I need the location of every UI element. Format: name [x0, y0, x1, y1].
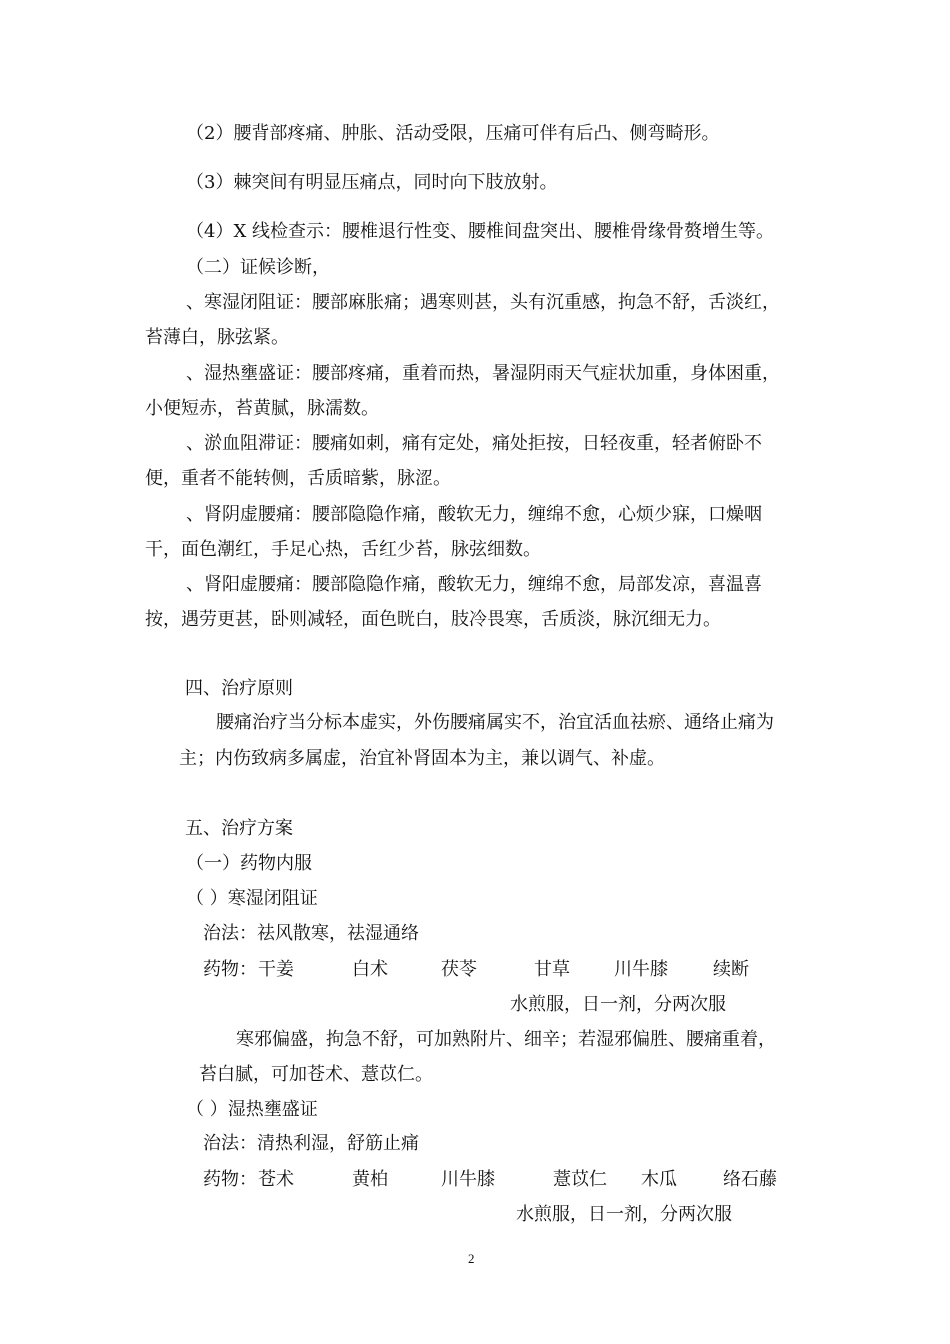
damp-heat-drugs-label: 药物：: [203, 1169, 257, 1190]
cold-damp-title: （ ）寒湿闭阻证: [186, 888, 318, 909]
cold-damp-drug: 川牛膝: [614, 959, 668, 980]
cold-damp-drug: 续断: [713, 959, 749, 980]
damp-heat-drug: 黄柏: [352, 1169, 388, 1190]
syndrome-kidney-yang-line2: 按，遇劳更甚，卧则减轻，面色晄白，肢冷畏寒，舌质淡，脉沉细无力。: [145, 609, 721, 630]
cold-damp-note-line2: 苔白腻，可加苍术、薏苡仁。: [199, 1064, 433, 1085]
syndrome-cold-damp-line1: 、寒湿闭阻证：腰部麻胀痛；遇寒则甚，头有沉重感，拘急不舒，舌淡红，: [186, 292, 780, 313]
diagnosis-item-2: （2）腰背部疼痛、肿胀、活动受限，压痛可伴有后凸、侧弯畸形。: [186, 123, 720, 144]
cold-damp-drug: 甘草: [534, 959, 570, 980]
syndrome-damp-heat-line2: 小便短赤，苔黄腻，脉濡数。: [145, 398, 379, 419]
section4-line1: 腰痛治疗当分标本虚实，外伤腰痛属实不，治宜活血祛瘀、通络止痛为: [216, 712, 774, 733]
cold-damp-drug: 茯苓: [441, 959, 477, 980]
page-number: 2: [468, 1251, 475, 1266]
diagnosis-item-3: （3）棘突间有明显压痛点，同时向下肢放射。: [186, 172, 558, 193]
syndrome-damp-heat-line1: 、湿热壅盛证：腰部疼痛，重着而热，暑湿阴雨天气症状加重，身体困重，: [186, 363, 780, 384]
syndrome-cold-damp-line2: 苔薄白，脉弦紧。: [145, 327, 289, 348]
section5-heading: 五、治疗方案: [185, 818, 293, 839]
damp-heat-drug: 络石藤: [723, 1169, 777, 1190]
syndrome-kidney-yin-line2: 干，面色潮红，手足心热，舌红少苔，脉弦细数。: [145, 539, 541, 560]
section5-sub1: （一）药物内服: [186, 853, 312, 874]
damp-heat-usage: 水煎服，日一剂，分两次服: [516, 1204, 732, 1225]
cold-damp-drug: 干姜: [258, 959, 294, 980]
cold-damp-note-line1: 寒邪偏盛，拘急不舒，可加熟附片、细辛；若湿邪偏胜、腰痛重着，: [236, 1029, 776, 1050]
diagnosis-item-4: （4）X 线检查示：腰椎退行性变、腰椎间盘突出、腰椎骨缘骨赘增生等。: [186, 221, 774, 242]
section4-heading: 四、治疗原则: [185, 678, 293, 699]
cold-damp-method: 治法：祛风散寒，祛湿通络: [203, 923, 419, 944]
damp-heat-title: （ ）湿热壅盛证: [186, 1099, 318, 1120]
damp-heat-method: 治法：清热利湿，舒筋止痛: [203, 1133, 419, 1154]
syndrome-kidney-yang-line1: 、肾阳虚腰痛：腰部隐隐作痛，酸软无力，缠绵不愈，局部发凉，喜温喜: [186, 574, 762, 595]
damp-heat-drug: 木瓜: [641, 1169, 677, 1190]
section4-line2: 主；内伤致病多属虚，治宜补肾固本为主，兼以调气、补虚。: [179, 748, 665, 769]
syndrome-blood-stasis-line2: 便，重者不能转侧，舌质暗紫，脉涩。: [145, 468, 451, 489]
cold-damp-drugs-label: 药物：: [203, 959, 257, 980]
cold-damp-drug: 白术: [352, 959, 388, 980]
syndrome-heading: （二）证候诊断，: [186, 257, 330, 278]
syndrome-blood-stasis-line1: 、淤血阻滞证：腰痛如刺，痛有定处，痛处拒按，日轻夜重，轻者俯卧不: [186, 433, 762, 454]
damp-heat-drug: 苍术: [258, 1169, 294, 1190]
syndrome-kidney-yin-line1: 、肾阴虚腰痛：腰部隐隐作痛，酸软无力，缠绵不愈，心烦少寐，口燥咽: [186, 504, 762, 525]
cold-damp-usage: 水煎服，日一剂，分两次服: [510, 994, 726, 1015]
damp-heat-drug: 川牛膝: [441, 1169, 495, 1190]
damp-heat-drug: 薏苡仁: [553, 1169, 607, 1190]
